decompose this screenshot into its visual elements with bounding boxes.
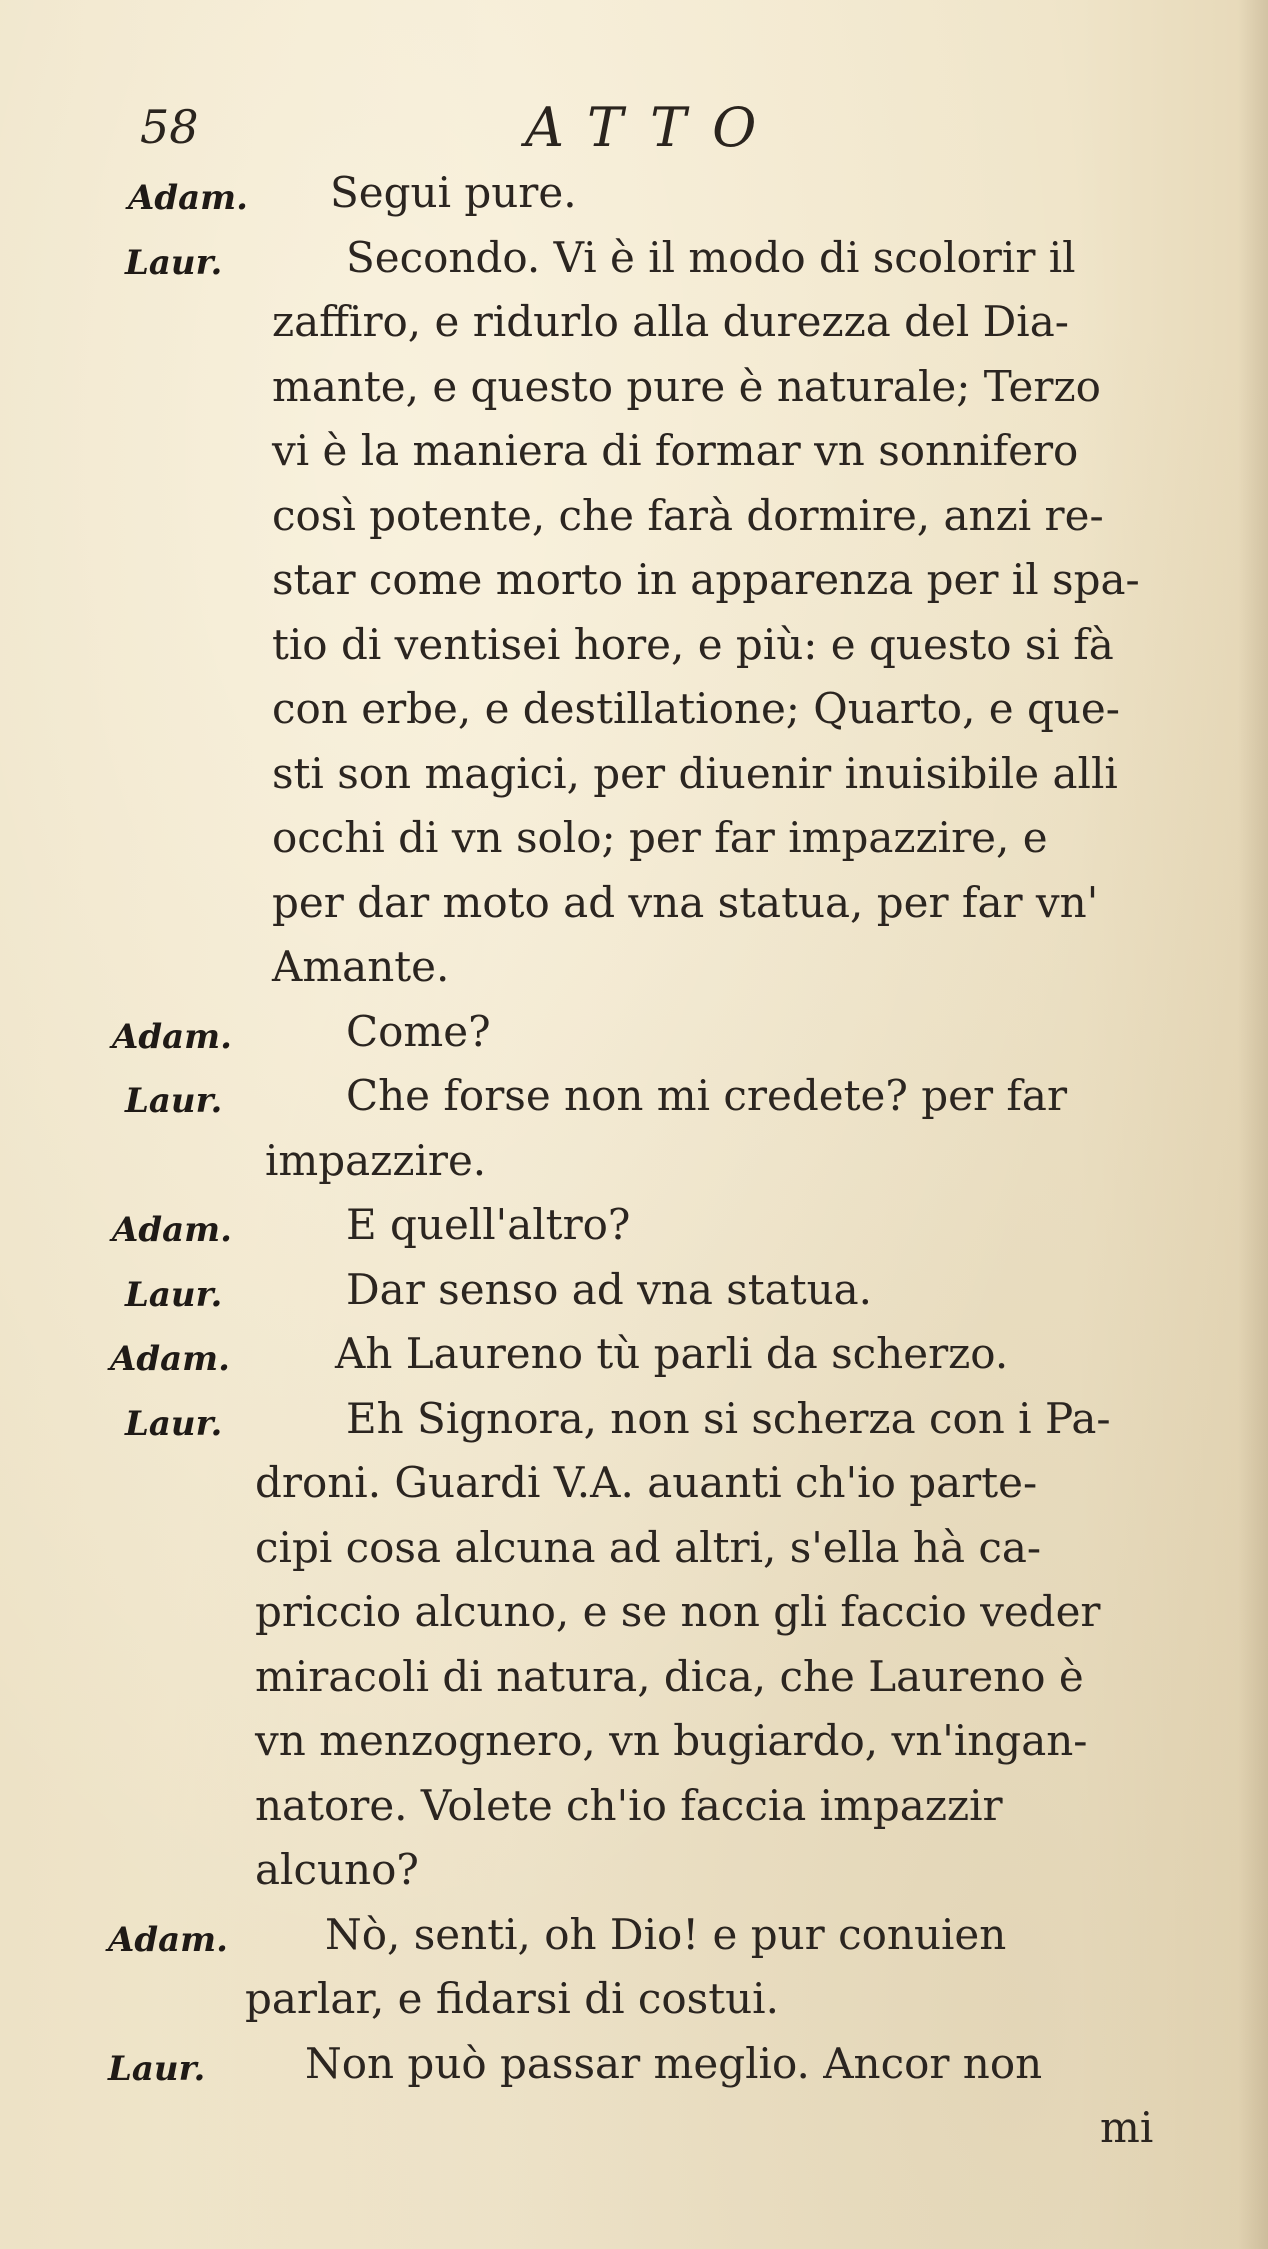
line-text: Come?: [346, 1006, 491, 1056]
line-text: star come morto in apparenza per il spa-: [272, 555, 1140, 604]
text-line: [0, 614, 1268, 679]
speaker-label: Adam.: [110, 1339, 230, 1379]
text-line: [0, 936, 1268, 1001]
line-text: mi: [1100, 2103, 1154, 2152]
line-text: cipi cosa alcuna ad altri, s'ella hà ca-: [255, 1522, 1042, 1572]
text-line: [0, 162, 1268, 227]
page-number: 58: [140, 100, 199, 154]
line-text: occhi di vn solo; per far impazzire, e: [272, 813, 1048, 862]
text-line: [0, 1194, 1268, 1259]
text-line: [0, 1710, 1268, 1775]
text-line: [0, 420, 1268, 485]
text-line: [0, 1581, 1268, 1646]
speaker-label: Adam.: [128, 178, 248, 218]
text-line: [0, 485, 1268, 550]
text-line: [0, 1904, 1268, 1969]
speaker-label: Adam.: [108, 1919, 228, 1960]
line-text: sti son magici, per diuenir inuisibile alli: [272, 748, 1118, 798]
line-text: con erbe, e destillatione; Quarto, e que-: [272, 684, 1120, 733]
line-text: priccio alcuno, e se non gli faccio veder: [255, 1587, 1101, 1636]
text-line: [0, 1130, 1268, 1195]
speaker-label: Adam.: [112, 1016, 232, 1057]
line-text: vi è la maniera di formar vn sonnifero: [272, 426, 1079, 475]
line-text: Segui pure.: [330, 168, 577, 217]
speaker-label: Laur.: [125, 1403, 223, 1444]
text-line: [0, 807, 1268, 872]
line-text: alcuno?: [255, 1845, 419, 1894]
line-text: Amante.: [272, 942, 450, 991]
line-text: Non può passar meglio. Ancor non: [305, 2038, 1043, 2088]
text-line: [0, 356, 1268, 421]
text-line: [0, 549, 1268, 614]
line-text: impazzire.: [265, 1135, 487, 1185]
line-text: zaffiro, e ridurlo alla durezza del Dia-: [272, 297, 1069, 346]
speaker-label: Laur.: [125, 1274, 223, 1315]
text-line: [0, 1517, 1268, 1582]
text-line: [0, 1968, 1268, 2033]
line-text: droni. Guardi V.A. auanti ch'io parte-: [255, 1458, 1038, 1507]
line-text: Dar senso ad vna statua.: [346, 1264, 873, 1314]
line-text: natore. Volete ch'io faccia impazzir: [255, 1780, 1003, 1830]
line-text: per dar moto ad vna statua, per far vn': [272, 877, 1099, 927]
text-line: [0, 1775, 1268, 1840]
text-line: [0, 1839, 1268, 1904]
page-header: [140, 96, 1140, 170]
line-text: vn menzognero, vn bugiardo, vn'ingan-: [255, 1716, 1088, 1765]
line-text: Nò, senti, oh Dio! e pur conuien: [325, 1909, 1007, 1959]
text-line: [0, 2033, 1268, 2098]
line-text: parlar, e fidarsi di costui.: [245, 1974, 779, 2023]
text-line: [0, 678, 1268, 743]
text-line: [0, 291, 1268, 356]
line-text: Ah Laureno tù parli da scherzo.: [335, 1329, 1009, 1378]
speaker-label: Laur.: [125, 1081, 223, 1121]
speaker-label: Laur.: [108, 2048, 206, 2089]
text-line: [0, 1065, 1268, 1130]
line-text: Che forse non mi credete? per far: [346, 1071, 1068, 1120]
speaker-label: Laur.: [125, 242, 223, 283]
text-line: [0, 1323, 1268, 1388]
line-text: mante, e questo pure è naturale; Terzo: [272, 361, 1101, 411]
running-head: ATTO: [525, 96, 783, 159]
line-text: Eh Signora, non si scherza con i Pa-: [346, 1393, 1111, 1443]
text-line: [0, 227, 1268, 292]
line-text: così potente, che farà dormire, anzi re-: [272, 490, 1104, 540]
text-line: [0, 2097, 1268, 2162]
line-text: miracoli di natura, dica, che Laureno è: [255, 1651, 1084, 1701]
line-text: tio di ventisei hore, e più: e questo si fà: [272, 619, 1114, 669]
dialogue-text: [0, 162, 1268, 2162]
text-line: [0, 743, 1268, 808]
line-text: E quell'altro?: [346, 1200, 631, 1249]
text-line: [0, 1259, 1268, 1324]
text-line: [0, 1646, 1268, 1711]
text-line: [0, 1452, 1268, 1517]
speaker-label: Adam.: [112, 1210, 232, 1250]
text-line: [0, 1001, 1268, 1066]
text-line: [0, 872, 1268, 937]
line-text: Secondo. Vi è il modo di scolorir il: [346, 232, 1076, 282]
text-line: [0, 1388, 1268, 1453]
